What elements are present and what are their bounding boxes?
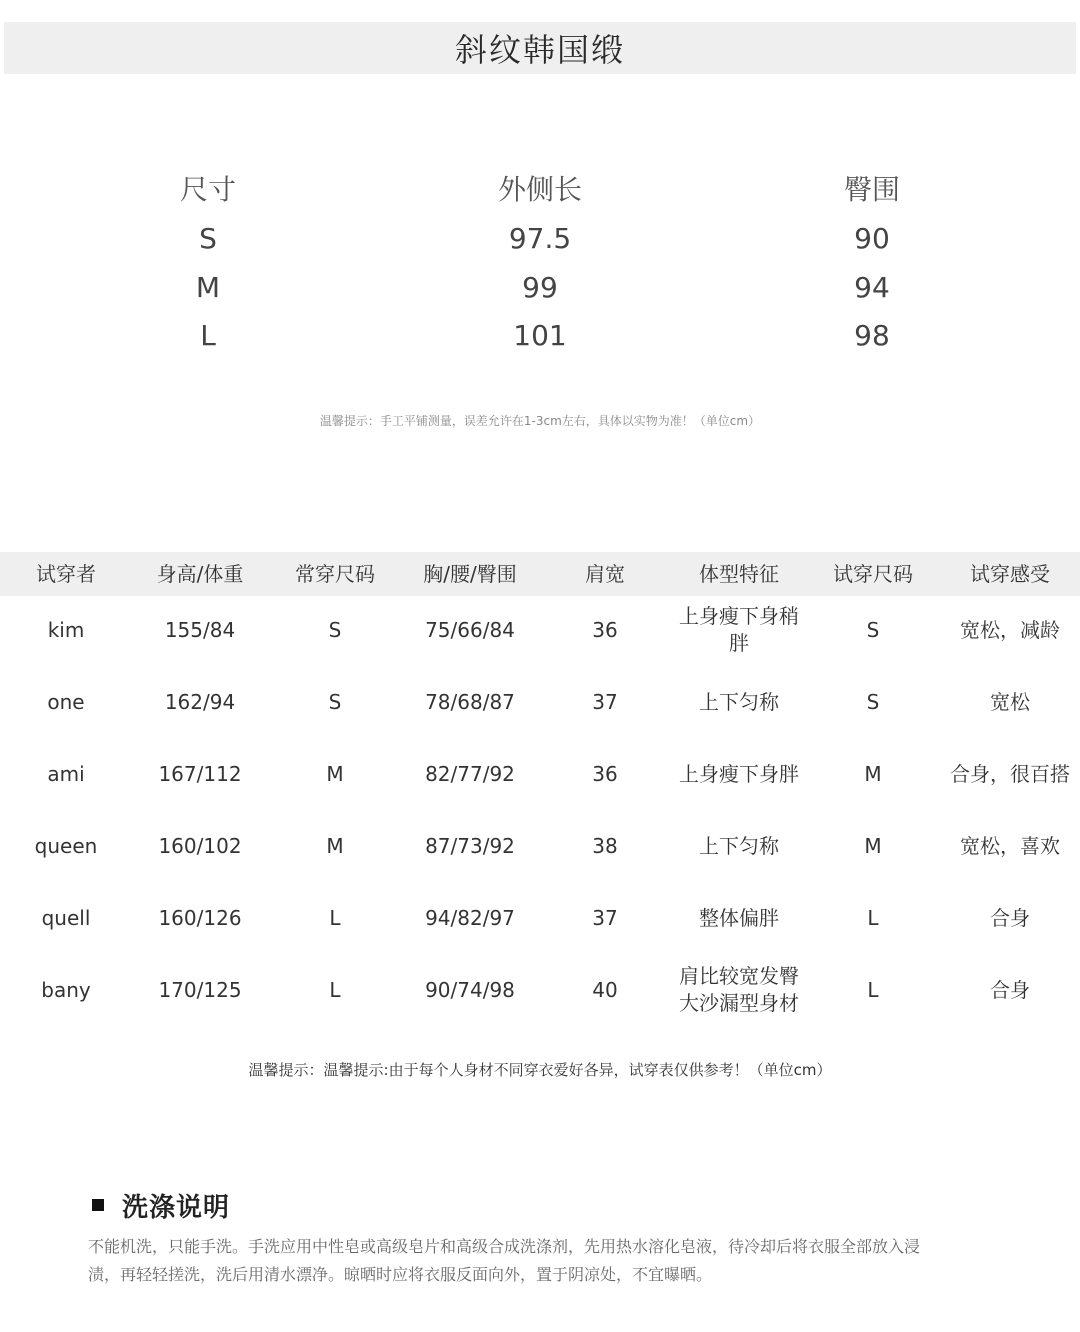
tryon-cell-measurements: 94/82/97 xyxy=(425,905,515,930)
tryon-cell-measurements: 75/66/84 xyxy=(425,617,515,642)
tryon-cell-tried-size: M xyxy=(864,761,882,786)
wash-instructions: 不能机洗，只能手洗。手洗应用中性皂或高级皂片和高级合成洗涤剂，先用热水溶化皂液，待冷却后将衣服全部放入浸渍，再轻轻搓洗，洗后用清水漂净。晾晒时应将衣服反面向外，置于阴凉处，不宜曝晒。 xyxy=(88,1237,921,1284)
tryon-header-height-weight: 身高/体重 xyxy=(156,562,244,586)
tryon-header-tester: 试穿者 xyxy=(36,562,96,586)
tryon-cell-feedback: 宽松 xyxy=(990,689,1030,714)
tryon-header-body-type: 体型特征 xyxy=(699,562,779,586)
table-row xyxy=(0,666,1080,738)
tryon-cell-tester: kim xyxy=(47,617,85,642)
tryon-header-usual-size: 常穿尺码 xyxy=(295,562,375,586)
wash-heading xyxy=(92,1188,230,1222)
size-chart-header xyxy=(0,166,1080,214)
tryon-cell-usual-size: S xyxy=(328,617,342,642)
tryon-cell-measurements: 78/68/87 xyxy=(425,689,515,714)
tryon-cell-tried-size: L xyxy=(867,977,879,1002)
size-chart-row xyxy=(0,215,1080,263)
tryon-cell-tester: ami xyxy=(47,761,85,786)
size-header-size: 尺寸 xyxy=(179,173,236,206)
tryon-cell-height-weight: 162/94 xyxy=(164,689,236,714)
tryon-cell-tried-size: M xyxy=(864,833,882,858)
tryon-cell-tried-size: L xyxy=(867,905,879,930)
hip-value: 94 xyxy=(854,271,890,304)
size-chart-row xyxy=(0,312,1080,360)
tryon-cell-tester: bany xyxy=(41,977,91,1002)
tryon-cell-feedback: 合身 xyxy=(990,977,1030,1002)
tryon-cell-feedback: 合身，很百搭 xyxy=(950,761,1070,786)
tryon-cell-shoulder: 36 xyxy=(592,617,618,642)
tryon-header-measurements: 胸/腰/臀围 xyxy=(423,562,517,586)
tryon-cell-feedback: 合身 xyxy=(990,905,1030,930)
hip-value: 98 xyxy=(854,319,890,352)
tryon-cell-shoulder: 40 xyxy=(592,977,618,1002)
tryon-cell-usual-size: L xyxy=(329,977,341,1002)
size-value: M xyxy=(195,271,221,304)
size-value: L xyxy=(200,319,216,352)
length-value: 99 xyxy=(522,271,558,304)
tryon-note: 温馨提示：温馨提示:由于每个人身材不同穿衣爱好各异，试穿表仅供参考！（单位cm） xyxy=(248,1061,832,1079)
tryon-cell-measurements: 87/73/92 xyxy=(425,833,515,858)
tryon-cell-body-type: 上下匀称 xyxy=(699,833,779,858)
tryon-header-feedback: 试穿感受 xyxy=(970,562,1050,586)
tryon-cell-height-weight: 160/126 xyxy=(158,905,242,930)
tryon-cell-usual-size: S xyxy=(328,689,342,714)
title-banner xyxy=(4,22,1076,74)
tryon-cell-usual-size: L xyxy=(329,905,341,930)
length-value: 97.5 xyxy=(508,222,572,255)
tryon-cell-body-type: 肩比较宽发臀大沙漏型身材 xyxy=(679,964,799,1015)
tryon-cell-tried-size: S xyxy=(866,617,880,642)
table-row xyxy=(0,954,1080,1026)
tryon-table-header xyxy=(0,552,1080,596)
tryon-cell-feedback: 宽松，喜欢 xyxy=(960,833,1060,858)
size-value: S xyxy=(199,222,217,255)
tryon-cell-shoulder: 37 xyxy=(592,689,618,714)
table-row xyxy=(0,810,1080,882)
tryon-cell-tester: one xyxy=(47,689,85,714)
table-row xyxy=(0,738,1080,810)
tryon-cell-height-weight: 160/102 xyxy=(158,833,242,858)
hip-value: 90 xyxy=(854,222,890,255)
tryon-cell-measurements: 82/77/92 xyxy=(425,761,515,786)
measurement-note: 温馨提示：手工平铺测量，误差允许在1-3cm左右，具体以实物为准！（单位cm） xyxy=(319,414,761,428)
table-row xyxy=(0,594,1080,666)
page-title: 斜纹韩国缎 xyxy=(454,31,625,69)
tryon-cell-body-type: 整体偏胖 xyxy=(699,905,779,930)
tryon-cell-height-weight: 170/125 xyxy=(158,977,242,1002)
tryon-cell-body-type: 上身瘦下身胖 xyxy=(679,761,799,786)
tryon-cell-tried-size: S xyxy=(866,689,880,714)
wash-title: 洗涤说明 xyxy=(122,1192,231,1223)
tryon-cell-tester: quell xyxy=(41,905,91,930)
tryon-header-shoulder: 肩宽 xyxy=(585,562,625,586)
size-header-hip: 臀围 xyxy=(843,173,900,206)
tryon-cell-usual-size: M xyxy=(326,833,344,858)
tryon-cell-body-type: 上下匀称 xyxy=(699,689,779,714)
size-chart-row xyxy=(0,264,1080,312)
tryon-cell-body-type: 上身瘦下身稍胖 xyxy=(679,604,799,655)
tryon-cell-shoulder: 36 xyxy=(592,761,618,786)
tryon-cell-feedback: 宽松，减龄 xyxy=(960,617,1060,642)
tryon-cell-shoulder: 37 xyxy=(592,905,618,930)
tryon-cell-tester: queen xyxy=(34,833,98,858)
square-bullet-icon xyxy=(92,1199,104,1211)
table-row xyxy=(0,882,1080,954)
tryon-header-tried-size: 试穿尺码 xyxy=(833,562,913,586)
tryon-cell-height-weight: 167/112 xyxy=(158,761,242,786)
tryon-cell-height-weight: 155/84 xyxy=(164,617,236,642)
tryon-cell-usual-size: M xyxy=(326,761,344,786)
tryon-cell-measurements: 90/74/98 xyxy=(425,977,515,1002)
size-header-length: 外侧长 xyxy=(497,173,582,206)
tryon-cell-shoulder: 38 xyxy=(592,833,618,858)
length-value: 101 xyxy=(513,319,567,352)
